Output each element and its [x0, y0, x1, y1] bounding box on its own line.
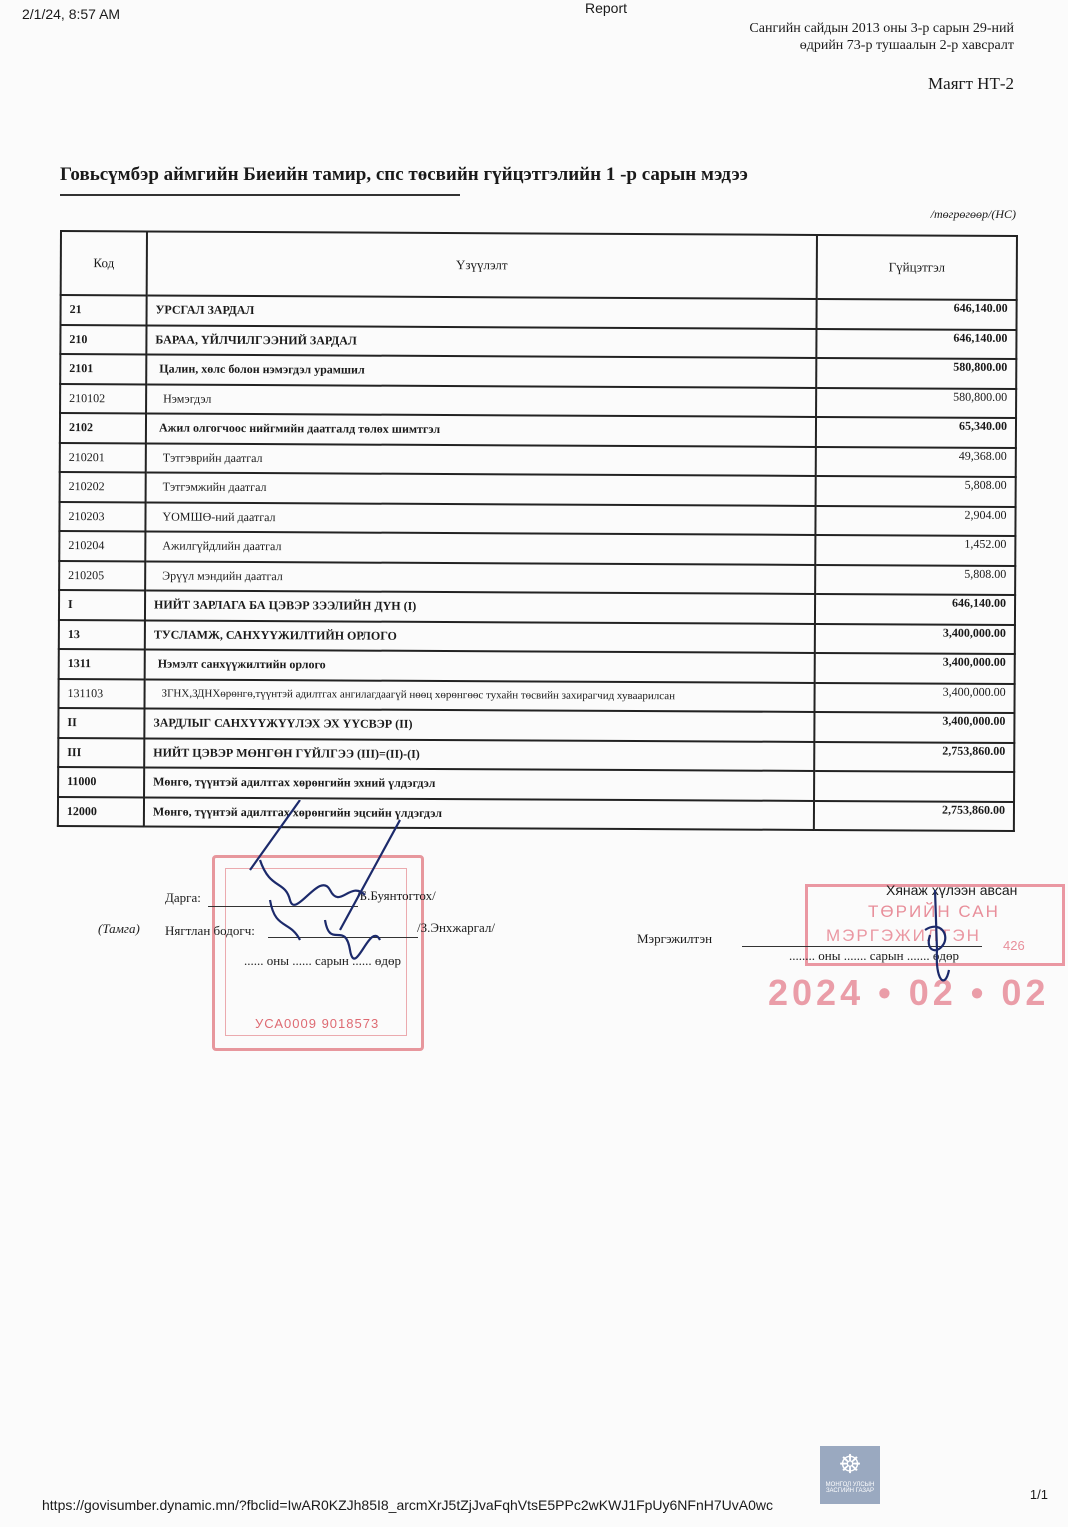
row-amount: 5,808.00: [815, 564, 1015, 595]
row-indicator: Цалин, хөлс болон нэмэгдэл урамшил: [146, 354, 816, 387]
row-amount: 5,808.00: [816, 476, 1016, 507]
row-amount: 1,452.00: [815, 535, 1015, 566]
row-code: III: [58, 737, 144, 767]
row-amount: 2,753,860.00: [814, 741, 1014, 772]
header-code: Код: [61, 231, 147, 295]
row-amount: 646,140.00: [816, 299, 1016, 330]
currency-unit: /төгрөгөөр/(НС): [930, 207, 1016, 221]
row-code: 2102: [60, 413, 146, 443]
row-indicator: ЗАРДЛЫГ САНХҮҮЖҮҮЛЭХ ЭХ ҮҮСВЭР (II): [144, 708, 814, 741]
accountant-name: /З.Энхжаргал/: [417, 920, 495, 935]
row-amount: 580,800.00: [816, 358, 1016, 389]
row-indicator: Эрүүл мэндийн даатгал: [145, 561, 815, 594]
row-code: 21: [61, 295, 147, 325]
director-signature: [230, 800, 430, 980]
row-indicator: НИЙТ ЗАРЛАГА БА ЦЭВЭР ЗЭЭЛИЙН ДҮН (I): [145, 590, 815, 623]
page-number: 1/1: [1029, 1487, 1048, 1502]
row-code: 210204: [59, 531, 145, 561]
treasury-stamp-number: 426: [1003, 938, 1025, 953]
row-code: I: [59, 590, 145, 620]
title-underline: [60, 194, 460, 196]
row-code: II: [58, 708, 144, 738]
decree-line-2: өдрийн 73-р тушаалын 2-р хавсралт: [799, 38, 1014, 53]
row-code: 210: [60, 325, 146, 355]
row-code: 13: [59, 619, 145, 649]
source-url: https://govisumber.dynamic.mn/?fbclid=IwAR0KZJh85I8_arcmXrJ5tZjJvaFqhVtsE5PPc2wKWJ1FpUy6NFnH7UvA0wc: [42, 1497, 773, 1513]
soyombo-icon: ☸: [838, 1449, 862, 1479]
row-amount: 580,800.00: [816, 387, 1016, 418]
government-logo: [820, 1446, 880, 1504]
row-indicator: Тэтгэврийн даатгал: [146, 443, 816, 476]
reviewed-label: Хянаж хүлээн авсан: [886, 882, 1018, 898]
director-label: Дарга:: [165, 890, 201, 905]
row-indicator: Ажил олгогчоос нийгмийн даатгалд төлөх шимтгэл: [146, 413, 816, 446]
specialist-signature: [905, 890, 965, 990]
row-amount: 49,368.00: [816, 446, 1016, 477]
row-indicator: УРСГАЛ ЗАРДАЛ: [147, 295, 817, 328]
row-indicator: НИЙТ ЦЭВЭР МӨНГӨН ГҮЙЛГЭЭ (III)=(II)-(I): [144, 738, 814, 771]
date-stamp: 2024 • 02 • 02: [768, 972, 1050, 1013]
document-title: Говьсүмбэр аймгийн Биеийн тамир, спс төсвийн гүйцэтгэлийн 1 -р сарын мэдээ: [60, 164, 748, 185]
row-code: 1311: [59, 649, 145, 679]
header-indicator: Үзүүлэлт: [147, 231, 817, 299]
row-indicator: БАРАА, ҮЙЛЧИЛГЭЭНИЙ ЗАРДАЛ: [146, 325, 816, 358]
row-code: 210201: [60, 443, 146, 473]
row-indicator: Тэтгэмжийн даатгал: [146, 472, 816, 505]
table-header-row: [61, 231, 1017, 300]
director-name: /Б.Буянтогтох/: [356, 888, 436, 903]
row-indicator: ТУСЛАМЖ, САНХҮҮЖИЛТИЙН ОРЛОГО: [145, 620, 815, 653]
row-amount: 2,753,860.00: [814, 800, 1014, 831]
row-indicator: ЗГНХ,ЗДНХөрөнгө,түүнтэй адилтгах ангилагдаагүй нөөц хөрөнгөөс тухайн төсвийн захирагчид хуваарилсан: [144, 679, 814, 712]
row-indicator: Мөнгө, түүнтэй адилтгах хөрөнгийн эцсийн үлдэгдэл: [144, 797, 814, 830]
print-title: Report: [585, 0, 628, 16]
treasury-stamp-title: ТӨРИЙН САН: [868, 902, 1000, 921]
row-amount: 3,400,000.00: [815, 623, 1015, 654]
form-code: Маягт НТ-2: [928, 74, 1014, 93]
row-code: 210202: [60, 472, 146, 502]
accountant-label: Нягтлан бодогч:: [165, 923, 255, 938]
row-amount: [814, 771, 1014, 802]
row-amount: 65,340.00: [816, 417, 1016, 448]
row-code: 210203: [59, 502, 145, 532]
budget-report-table: [57, 230, 1018, 832]
treasury-stamp-role: МЭРГЭЖИЛТЭН: [826, 926, 981, 945]
row-amount: 2,904.00: [815, 505, 1015, 536]
row-indicator: Мөнгө, түүнтэй адилтгах хөрөнгийн эхний үлдэгдэл: [144, 767, 814, 800]
row-code: 131103: [58, 678, 144, 708]
row-code: 2101: [60, 354, 146, 384]
print-datetime: 2/1/24, 8:57 AM: [22, 6, 121, 22]
decree-reference: [749, 20, 1014, 54]
row-amount: 3,400,000.00: [815, 653, 1015, 684]
specialist-label: Мэргэжилтэн: [637, 931, 713, 946]
row-indicator: Нэмэлт санхүүжилтийн орлого: [145, 649, 815, 682]
seal-label: (Тамга): [98, 921, 140, 936]
row-code: 11000: [58, 767, 144, 797]
table-row: [58, 796, 1014, 831]
sign-date-line: ...... оны ...... сарын ...... өдөр: [244, 953, 401, 968]
row-amount: 646,140.00: [816, 328, 1016, 359]
seal-registration-code: УСА0009 9018573: [255, 1016, 380, 1031]
row-indicator: Нэмэгдэл: [146, 384, 816, 417]
specialist-date-line: ........ оны ....... сарын ....... өдөр: [789, 948, 959, 963]
row-code: 210102: [60, 384, 146, 414]
row-amount: 646,140.00: [815, 594, 1015, 625]
row-indicator: Ажилгүйдлийн даатгал: [145, 531, 815, 564]
decree-line-1: Сангийн сайдын 2013 оны 3-р сарын 29-ний: [749, 21, 1014, 36]
row-code: 12000: [58, 796, 144, 826]
row-code: 210205: [59, 561, 145, 591]
row-indicator: ҮОМШӨ-ний даатгал: [145, 502, 815, 535]
header-amount: Гүйцэтгэл: [817, 235, 1017, 300]
row-amount: 3,400,000.00: [814, 682, 1014, 713]
row-amount: 3,400,000.00: [814, 712, 1014, 743]
logo-caption: МОНГОЛ УЛСЫН ЗАСГИЙН ГАЗАР: [825, 1482, 875, 1494]
